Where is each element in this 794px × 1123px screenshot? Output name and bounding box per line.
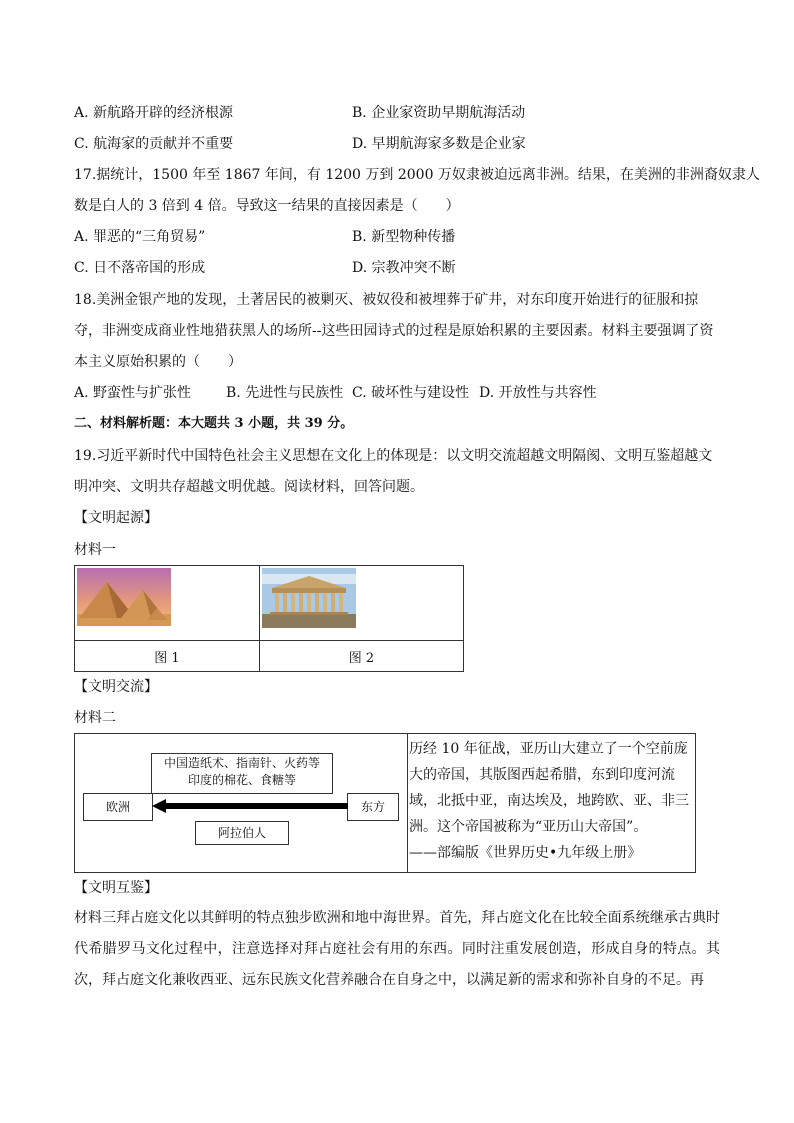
material1-table: [74, 565, 464, 672]
q19-stem-line1: 19.习近平新时代中国特色社会主义思想在文化上的体现是：以文明交流超越文明隔阂、文明互鉴超越文: [74, 448, 713, 464]
q17-stem-line1: 17.据统计，1500 年至 1867 年间，有 1200 万到 2000 万奴隶被迫远离非洲。结果，在美洲的非洲裔奴隶人: [74, 167, 760, 183]
material2-divider: [407, 734, 408, 872]
q17-stem-line2: 数是白人的 3 倍到 4 倍。导致这一结果的直接因素是（ ）: [74, 198, 460, 214]
material2-text-line1: 历经 10 年征战，亚历山大建立了一个空前庞: [409, 741, 688, 757]
parthenon-image: [262, 568, 356, 628]
material3-paragraph: 材料三拜占庭文化以其鲜明的特点独步欧洲和地中海世界。首先，拜占庭文化在比较全面系统继承古典时代希腊罗马文化过程中，注意选择对拜占庭社会有用的东西。同时注重发展创造，形成自身的特点。其次，拜占庭文化兼收西亚、远东民族文化营养融合在自身之中，以满足新的需求和弥补自身的不足。再: [74, 910, 720, 988]
material1-label: 材料一: [74, 542, 116, 558]
q17-option-d: D. 宗教冲突不断: [352, 260, 456, 276]
q18-option-c: C. 破坏性与建设性: [352, 385, 470, 401]
q16-option-d: D. 早期航海家多数是企业家: [352, 136, 526, 152]
material2-box: [74, 733, 696, 873]
material2-label: 材料二: [74, 710, 116, 726]
goods-line1: 中国造纸术、指南针、火药等: [163, 756, 320, 770]
figure2-caption: 图 2: [260, 641, 464, 672]
material2-text-line2: 大的帝国，其版图西起希腊，东到印度河流: [409, 767, 675, 783]
q17-option-b: B. 新型物种传播: [352, 229, 456, 245]
goods-line2: 印度的棉花、食糖等: [187, 773, 296, 787]
q16-option-c: C. 航海家的贡献并不重要: [74, 136, 234, 152]
arabs-box: 阿拉伯人: [195, 821, 289, 845]
q17-option-c: C. 日不落帝国的形成: [74, 260, 206, 276]
q18-option-a: A. 野蛮性与扩张性: [74, 385, 192, 401]
q18-option-d: D. 开放性与共容性: [479, 385, 597, 401]
pyramids-image: [77, 568, 171, 626]
material2-source: ——部编版《世界历史•九年级上册》: [409, 845, 642, 861]
goods-box: [151, 753, 333, 794]
figure1-cell: [75, 566, 260, 641]
heading-exchange: 【文明交流】: [74, 679, 158, 695]
heading-mutual: 【文明互鉴】: [74, 880, 158, 896]
q16-option-b: B. 企业家资助早期航海活动: [352, 105, 526, 121]
q18-stem-line2: 夺，非洲变成商业性地猎获黑人的场所--这些田园诗式的过程是原始积累的主要因素。材料主要强调了资: [74, 323, 714, 339]
europe-box: 欧洲: [83, 793, 153, 821]
material2-text-line3: 域，北抵中亚，南达埃及，地跨欧、亚、非三: [409, 793, 689, 809]
q17-option-a: A. 罪恶的“三角贸易”: [74, 229, 206, 245]
figure1-caption: 图 1: [75, 641, 260, 672]
section-heading: 二、材料解析题：本大题共 3 小题，共 39 分。: [74, 416, 354, 431]
figure2-cell: [260, 566, 464, 641]
q18-stem-line1: 18.美洲金银产地的发现，土著居民的被剿灭、被奴役和被埋葬于矿井，对东印度开始进行的征服和掠: [74, 292, 699, 308]
q19-stem-line2: 明冲突、文明共存超越文明优越。阅读材料，回答问题。: [74, 479, 424, 495]
arrow-left-icon: [152, 799, 348, 813]
q16-option-a: A. 新航路开辟的经济根源: [74, 105, 234, 121]
east-box: 东方: [347, 793, 399, 821]
heading-origin: 【文明起源】: [74, 510, 158, 526]
material2-text-line4: 洲。这个帝国被称为“亚历山大帝国”。: [409, 819, 648, 835]
q18-stem-line3: 本主义原始积累的（ ）: [74, 354, 242, 370]
q18-option-b: B. 先进性与民族性: [226, 385, 344, 401]
